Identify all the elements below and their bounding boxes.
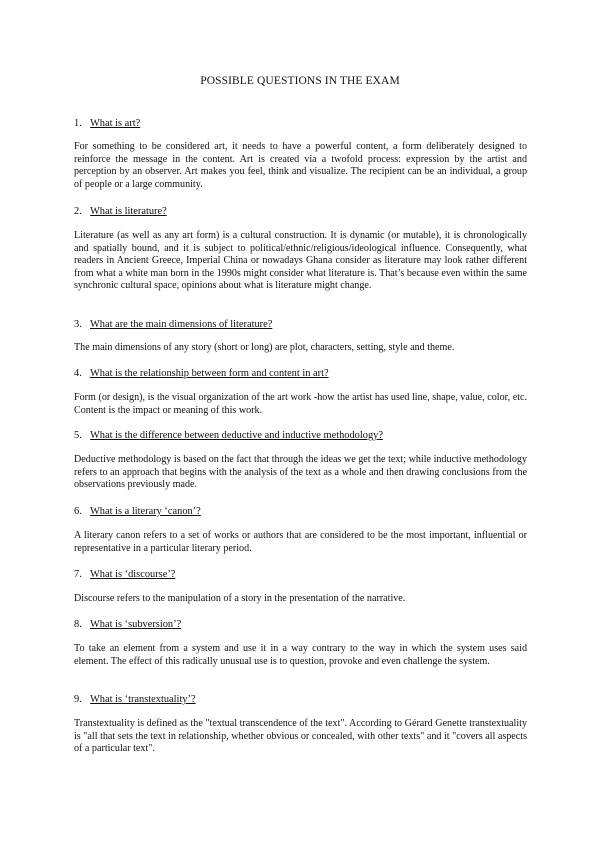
question-heading — [74, 206, 167, 217]
question-text: What is ‘subversion’? — [90, 619, 182, 630]
answer-paragraph: To take an element from a system and use it in a way contrary to the way in which the system uses said element. The effect of this radically unusual use is to question, provoke and even challenge the system. — [74, 643, 527, 667]
question-heading — [74, 569, 175, 580]
question-heading — [74, 430, 383, 441]
question-text: What are the main dimensions of literature? — [90, 319, 273, 330]
question-text: What is literature? — [90, 206, 167, 217]
question-text: What is ‘discourse’? — [90, 569, 176, 580]
page-title: POSSIBLE QUESTIONS IN THE EXAM — [200, 75, 400, 87]
question-heading — [74, 694, 196, 705]
answer-paragraph: Form (or design), is the visual organization of the art work -how the artist has used line, shape, value, color, etc. Content is the impact or meaning of this work. — [74, 392, 527, 416]
question-heading — [74, 319, 272, 330]
question-heading — [74, 118, 140, 129]
question-heading — [74, 619, 181, 630]
question-number: 8. — [74, 619, 82, 630]
answer-paragraph: Discourse refers to the manipulation of a story in the presentation of the narrative. — [74, 593, 406, 604]
answer-paragraph: A literary canon refers to a set of works or authors that are considered to be the most important, influential or representative in a particular literary period. — [74, 530, 527, 554]
question-number: 4. — [74, 368, 82, 379]
question-number: 6. — [74, 506, 82, 517]
question-text: What is the relationship between form and content in art? — [90, 368, 329, 379]
question-number: 1. — [74, 118, 82, 129]
question-number: 3. — [74, 319, 82, 330]
question-number: 9. — [74, 694, 82, 705]
question-text: What is the difference between deductive and inductive methodology? — [90, 430, 383, 441]
question-number: 5. — [74, 430, 82, 441]
question-heading — [74, 506, 201, 517]
question-number: 2. — [74, 206, 82, 217]
question-text: What is ‘transtextuality’? — [90, 694, 196, 705]
question-text: What is a literary ‘canon’? — [90, 506, 201, 517]
question-heading — [74, 368, 329, 379]
question-number: 7. — [74, 569, 82, 580]
answer-paragraph: Transtextuality is defined as the "textual transcendence of the text". According to Gérard Genette transtextuality is "all that sets the text in relationship, whether obvious or concealed, with other texts" and it "covers all aspects of a particular text". — [74, 718, 527, 755]
question-text: What is art? — [90, 118, 141, 129]
answer-paragraph: For something to be considered art, it needs to have a powerful content, a form deliberately designed to reinforce the message in the content. Art is created via a twofold process: expression by the artist and perception by an observer. Art makes you feel, think and visualize. The recipient can be an individual, a group of people or a large community. — [74, 141, 527, 190]
answer-paragraph: Literature (as well as any art form) is a cultural construction. It is dynamic (or mutable), it is chronologically and spatially bound, and it is subject to political/ethnic/religious/ideological influence. Consequently, what readers in Ancient Greece, Imperial China or nowadays Ghana consider as literature may look rather different from what a white man born in the 1990s might consider what literature is. That’s because even within the same synchronic cultural space, opinions about what is literature might change. — [74, 230, 527, 292]
answer-paragraph: Deductive methodology is based on the fact that through the ideas we get the text; while inductive methodology refers to an approach that begins with the analysis of the text as a whole and then drawing conclusions from the observations previously made. — [74, 454, 527, 491]
answer-paragraph: The main dimensions of any story (short or long) are plot, characters, setting, style and theme. — [74, 342, 455, 353]
